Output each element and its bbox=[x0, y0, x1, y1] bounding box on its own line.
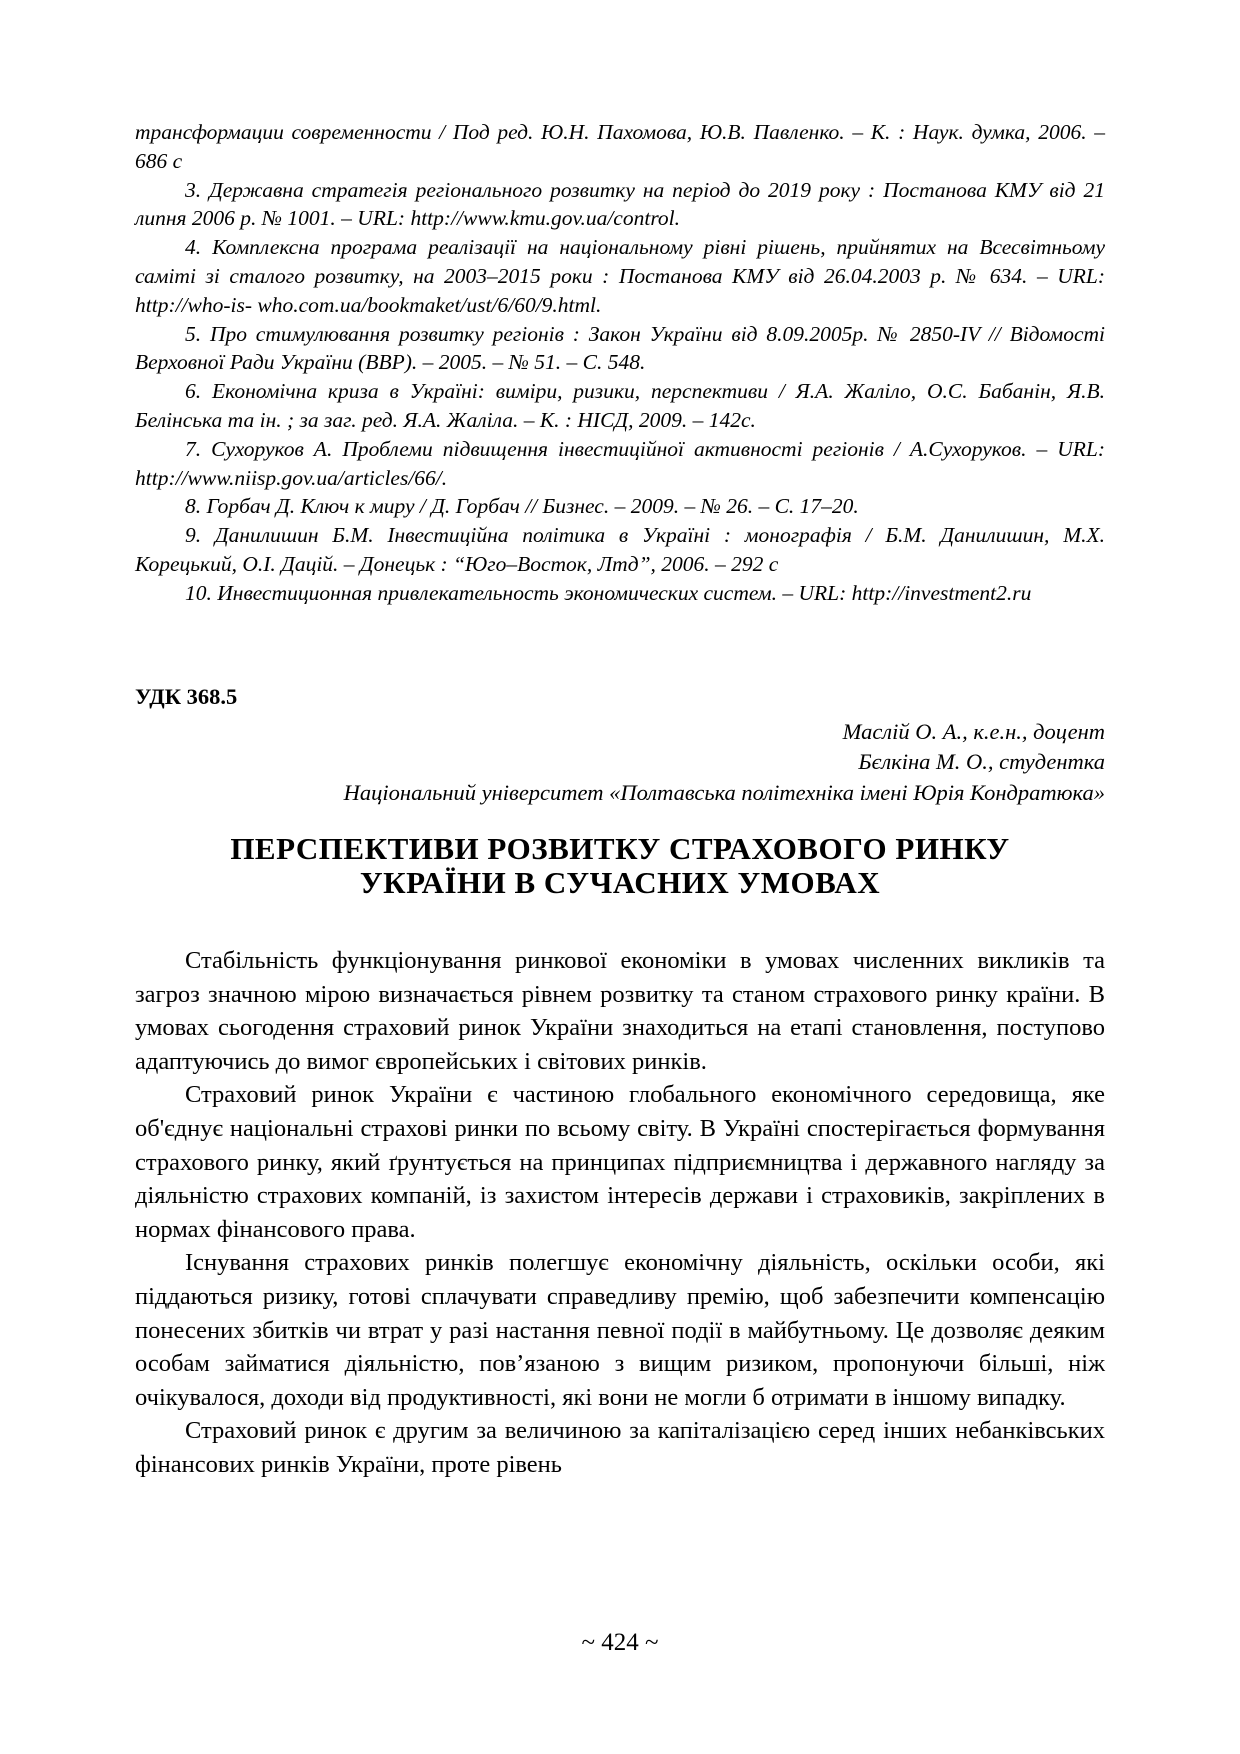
body-paragraph-4: Страховий ринок є другим за величиною за капіталізацією серед інших небанківських фінансових ринків України, проте рівень bbox=[135, 1417, 1105, 1478]
reference-item-8: 8. Горбач Д. Ключ к миру / Д. Горбач // Бизнес. – 2009. – № 26. – С. 17–20. bbox=[185, 494, 859, 519]
article-title-line-2: УКРАЇНИ В СУЧАСНИХ УМОВАХ bbox=[359, 865, 881, 901]
article-title bbox=[135, 832, 1105, 900]
reference-item-10: 10. Инвестиционная привлекательность экономических систем. – URL: http://investment2.ru bbox=[185, 580, 1032, 605]
author-line-1: Маслій О. А., к.е.н., доцент bbox=[842, 718, 1105, 744]
reference-item-7: 7. Сухоруков А. Проблеми підвищення інвестиційної активності регіонів / А.Сухоруков. – URL: http://www.niisp.gov.ua/articles/66/. bbox=[135, 436, 1105, 490]
body-paragraph-3: Існування страхових ринків полегшує економічну діяльність, оскільки особи, які піддаються ризику, готові сплачувати справедливу премію, щоб забезпечити компенсацію понесених збитків чи втрат у разі настання певної події в майбутньому. Це дозволяє деяким особам займатися діяльністю, пов’язаною з вищим ризиком, пропонуючи більші, ніж очікувалося, доходи від продуктивності, які вони не могли б отримати в іншому випадку. bbox=[135, 1249, 1105, 1411]
reference-continuation: трансформации современности / Под ред. Ю.Н. Пахомова, Ю.В. Павленко. – К. : Наук. думка, 2006. – 686 с bbox=[135, 120, 1105, 173]
page-content bbox=[135, 118, 1105, 1482]
article-header bbox=[135, 682, 1105, 901]
affiliation-line: Національний університет «Полтавська політехніка імені Юрія Кондратюка» bbox=[343, 779, 1105, 805]
reference-item-9: 9. Данилишин Б.М. Інвестиційна політика в Україні : монографія / Б.М. Данилишин, М.Х. Корецький, О.І. Дацій. – Донецьк : “Юго–Восток, Лтд”, 2006. – 292 с bbox=[135, 523, 1105, 576]
reference-item-6: 6. Економічна криза в Україні: виміри, ризики, перспективи / Я.А. Жаліло, О.С. Бабанін, Я.В. Белінська та ін. ; за заг. ред. Я.А. Жаліла. – К. : НІСД, 2009. – 142с. bbox=[135, 379, 1105, 432]
reference-item-4: 4. Комплексна програма реалізації на національному рівні рішень, прийнятих на Всесвітньому саміті зі сталого розвитку, на 2003–2015 роки : Постанова КМУ від 26.04.2003 р. № 634. – URL: http://who-is- who.com.ua/bookmaket/ust/6/60/9.html. bbox=[135, 235, 1105, 317]
article-body bbox=[135, 944, 1105, 1482]
article-title-line-1: ПЕРСПЕКТИВИ РОЗВИТКУ СТРАХОВОГО РИНКУ bbox=[230, 831, 1010, 867]
author-line-2: Бєлкіна М. О., студентка bbox=[858, 749, 1105, 775]
body-paragraph-1: Стабільність функціонування ринкової економіки в умовах численних викликів та загроз значною мірою визначається рівнем розвитку та станом страхового ринку країни. В умовах сьогодення страховий ринок України знаходиться на етапі становлення, поступово адаптуючись до вимог європейських і світових ринків. bbox=[135, 947, 1105, 1075]
body-paragraph-2: Страховий ринок України є частиною глобального економічного середовища, яке об'єднує національні страхові ринки по всьому світу. В Україні спостерігається формування страхового ринку, який ґрунтується на принципах підприємництва і державного нагляду за діяльністю страхових компаній, із захистом інтересів держави і страховиків, закріплених в нормах фінансового права. bbox=[135, 1081, 1105, 1243]
reference-item-3: 3. Державна стратегія регіонального розвитку на період до 2019 року : Постанова КМУ від 21 липня 2006 р. № 1001. – URL: http://www.kmu.gov.ua/control. bbox=[135, 177, 1105, 231]
references-section bbox=[135, 118, 1105, 608]
page-number: ~ 424 ~ bbox=[581, 1629, 659, 1656]
reference-item-5: 5. Про стимулювання розвитку регіонів : Закон України від 8.09.2005р. № 2850-IV // Відомості Верховної Ради України (ВВР). – 2005. – № 51. – С. 548. bbox=[135, 321, 1105, 375]
authors-block bbox=[135, 717, 1105, 809]
udc-code: УДК 368.5 bbox=[135, 683, 238, 709]
